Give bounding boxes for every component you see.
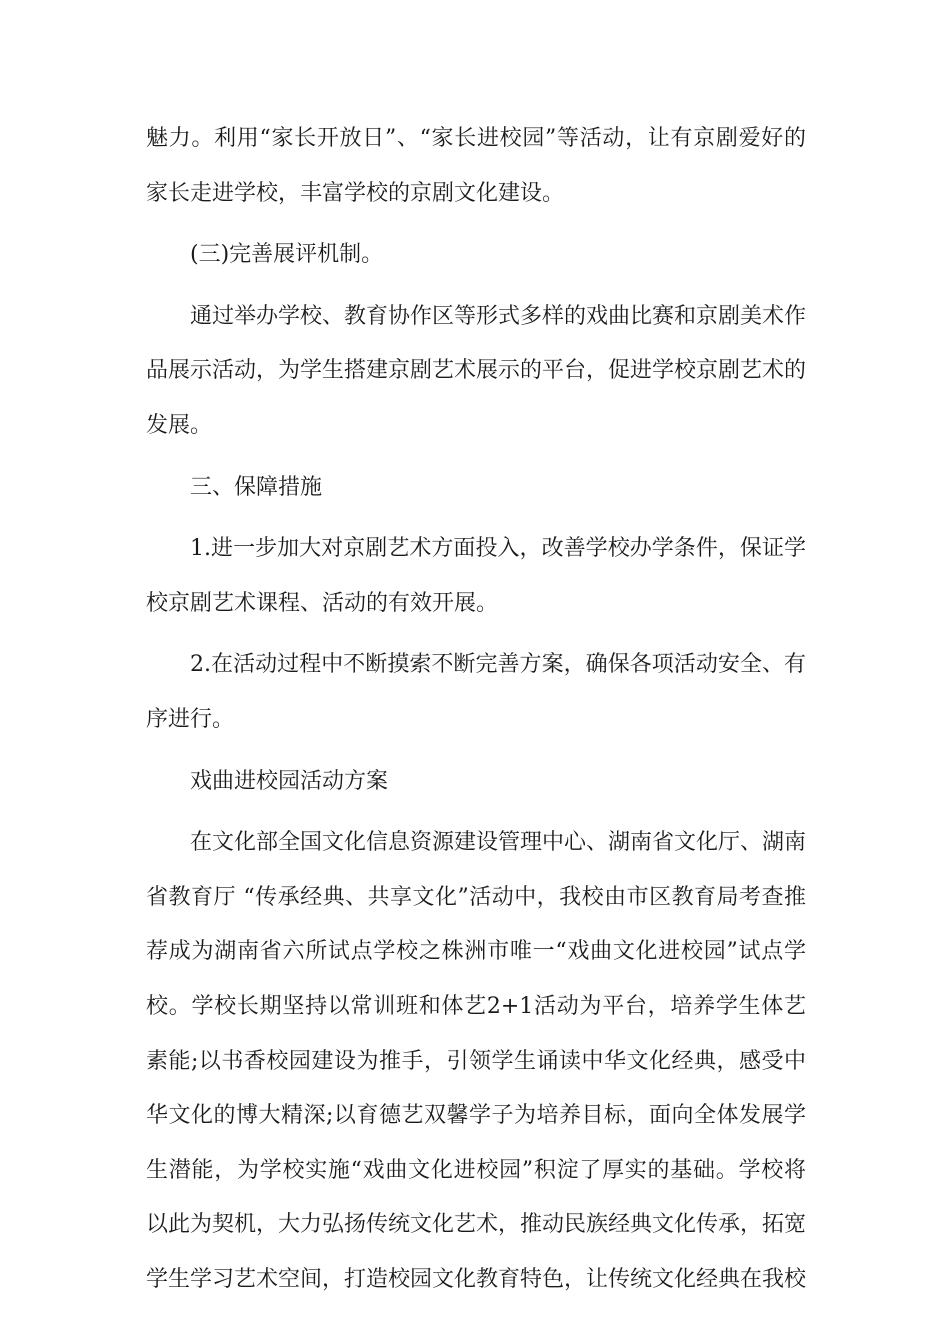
section-heading-improve-exhibition: (三)完善展评机制。: [190, 242, 384, 268]
paragraph-exhibition: 通过举办学校、教育协作区等形式多样的戏曲比赛和京剧美术作品展示活动，为学生搭建京剧艺术展示的平台，促进学校京剧艺术的发展。: [146, 303, 807, 438]
section-heading-guarantee: 三、保障措施: [190, 474, 323, 500]
paragraph-continuation: 魅力。利用“家长开放日”、“家长进校园”等活动，让有京剧爱好的家长走进学校，丰富学校的京剧文化建设。: [146, 126, 806, 206]
list-item-2: 2.在活动过程中不断摸索不断完善方案，确保各项活动安全、有序进行。: [146, 652, 806, 732]
document-subtitle: 戏曲进校园活动方案: [190, 768, 389, 794]
paragraph-opera-plan: 在文化部全国文化信息资源建设管理中心、湖南省文化厅、湖南省教育厅 “传承经典、共享文化”活动中，我校由市区教育局考查推荐成为湖南省六所试点学校之株洲市唯一“戏曲文化进校园”试点学校。学校长期坚持以常训班和体艺2+1活动为平台，培养学生体艺素能;以书香校园建设为推手，引领学生诵读中华文化经典，感受中华文化的博大精深;以育德艺双馨学子为培养目标，面向全体发展学生潜能，为学校实施“戏曲文化进校园”积淀了厚实的基础。学校将以此为契机，大力弘扬传统文化艺术，推动民族经典文化传承，拓宽学生学习艺术空间，打造校园文化教育特色，让传统文化经典在我校: [146, 830, 807, 1292]
document-body: [146, 112, 806, 1307]
list-item-1: 1.进一步加大对京剧艺术方面投入，改善学校办学条件，保证学校京剧艺术课程、活动的有效开展。: [146, 536, 806, 616]
